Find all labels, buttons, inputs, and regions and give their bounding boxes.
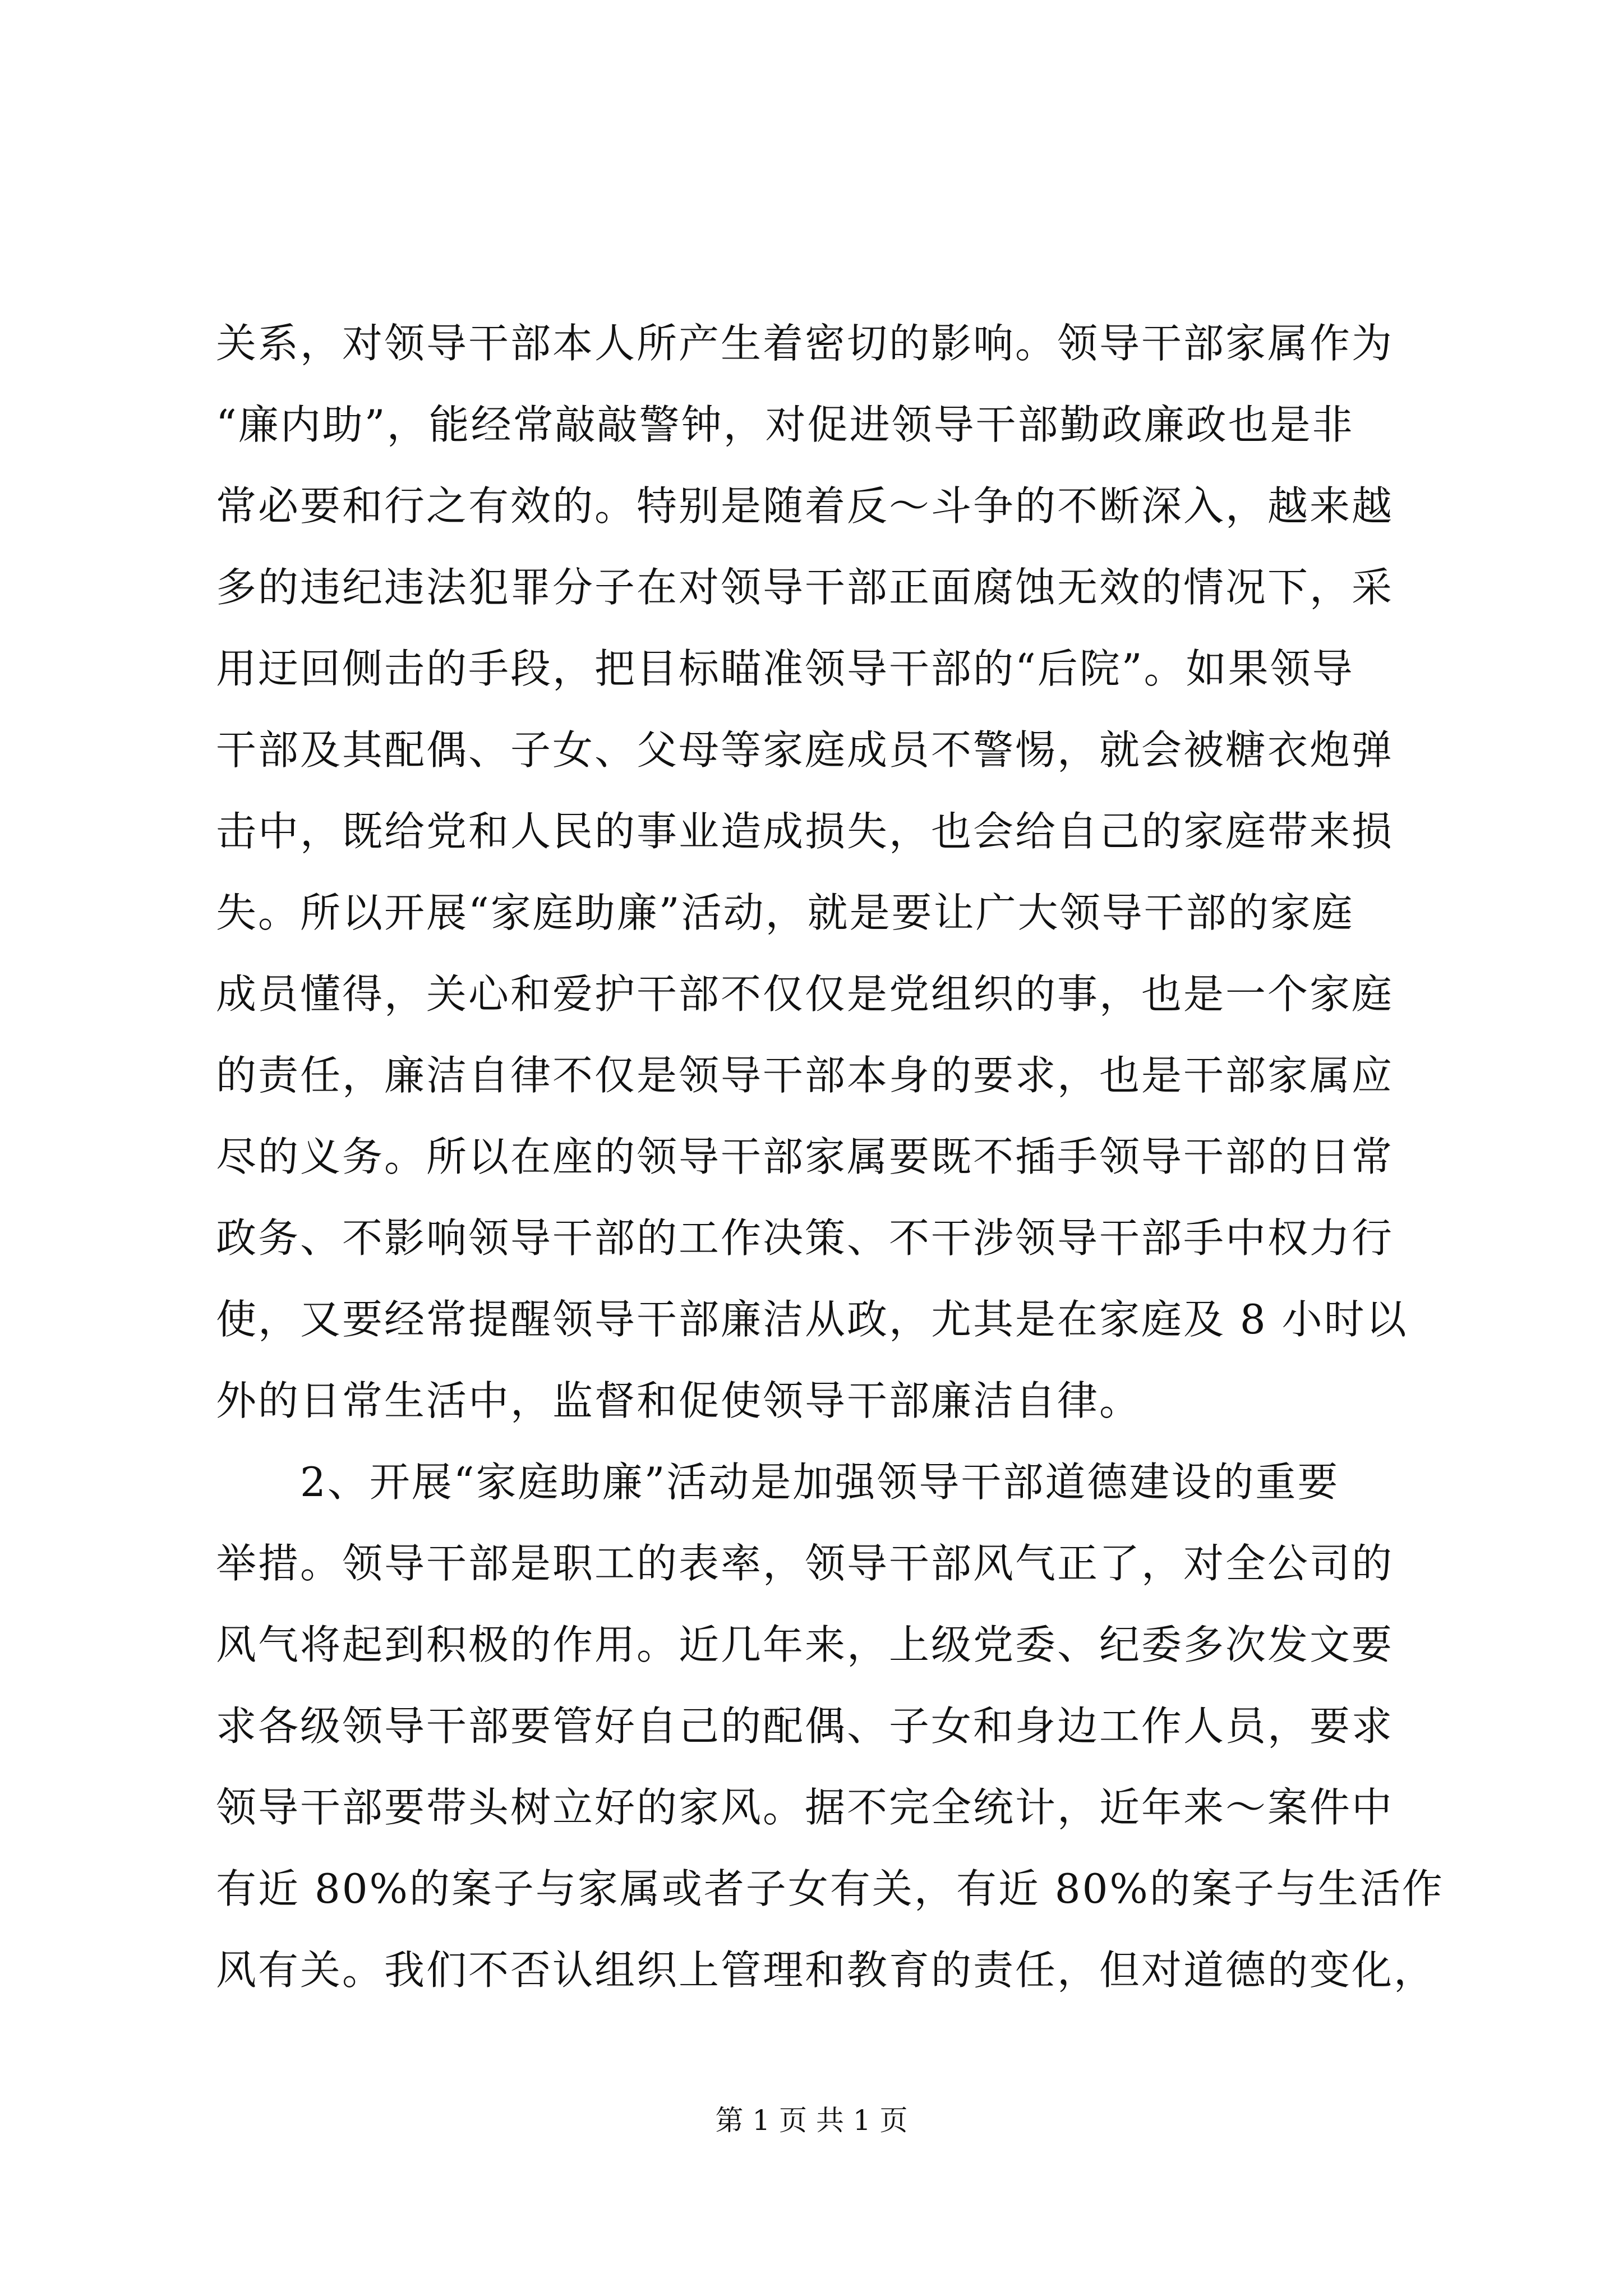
page-number-footer: 第 1 页 共 1 页 (715, 2104, 908, 2137)
paragraph-2 (216, 1442, 1444, 2011)
text-line: 尽的义务。所以在座的领导干部家属要既不插手领导干部的日常 (216, 1133, 1394, 1180)
text-line: 失。所以开展“家庭助廉”活动，就是要让广大领导干部的家庭 (216, 889, 1354, 936)
text-line: 求各级领导干部要管好自己的配偶、子女和身边工作人员，要求 (216, 1703, 1394, 1750)
text-line: 政务、不影响领导干部的工作决策、不干涉领导干部手中权力行 (216, 1214, 1394, 1262)
text-line: 风气将起到积极的作用。近几年来，上级党委、纪委多次发文要 (216, 1621, 1394, 1668)
paragraph-1 (216, 303, 1422, 1442)
text-line: 风有关。我们不否认组织上管理和教育的责任，但对道德的变化， (216, 1947, 1436, 1994)
text-line: 有近 80%的案子与家属或者子女有关，有近 80%的案子与生活作 (216, 1865, 1444, 1912)
text-line: 举措。领导干部是职工的表率，领导干部风气正了，对全公司的 (216, 1540, 1394, 1587)
text-line: 的责任，廉洁自律不仅是领导干部本身的要求，也是干部家属应 (216, 1052, 1394, 1099)
text-line: 击中，既给党和人民的事业造成损失，也会给自己的家庭带来损 (216, 808, 1394, 855)
text-line: 干部及其配偶、子女、父母等家庭成员不警惕，就会被糖衣炮弹 (216, 726, 1394, 774)
text-line: 使，又要经常提醒领导干部廉洁从政，尤其是在家庭及 8 小时以 (216, 1296, 1408, 1343)
text-line: 多的违纪违法犯罪分子在对领导干部正面腐蚀无效的情况下，采 (216, 564, 1394, 611)
text-line: 常必要和行之有效的。特别是随着反～斗争的不断深入，越来越 (216, 482, 1394, 530)
text-line: 用迂回侧击的手段，把目标瞄准领导干部的“后院”。如果领导 (216, 645, 1354, 692)
text-line: 领导干部要带头树立好的家风。据不完全统计，近年来～案件中 (216, 1784, 1394, 1831)
text-line: “廉内助”，能经常敲敲警钟，对促进领导干部勤政廉政也是非 (216, 401, 1354, 448)
document-body (216, 303, 1444, 2011)
text-line: 成员懂得，关心和爱护干部不仅仅是党组织的事，也是一个家庭 (216, 970, 1394, 1018)
text-line: 外的日常生活中，监督和促使领导干部廉洁自律。 (216, 1377, 1142, 1424)
text-line: 2、开展“家庭助廉”活动是加强领导干部道德建设的重要 (300, 1458, 1340, 1506)
text-line: 关系，对领导干部本人所产生着密切的影响。领导干部家属作为 (216, 320, 1394, 367)
